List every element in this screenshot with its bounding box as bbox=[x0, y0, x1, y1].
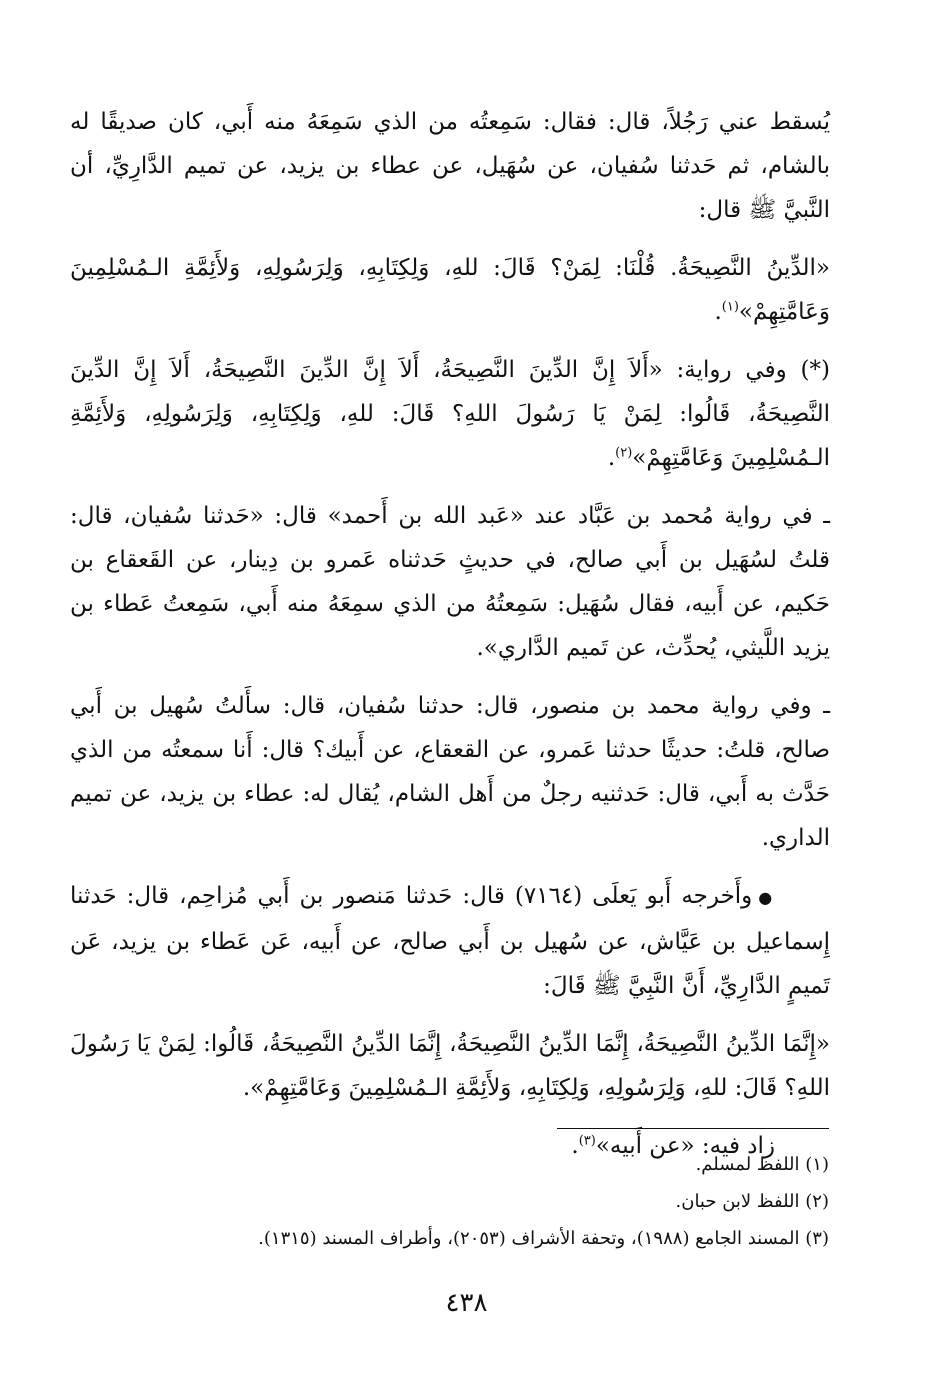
page-number: ٤٣٨ bbox=[445, 1288, 488, 1318]
bullet-icon: ● bbox=[758, 888, 775, 907]
footnote-divider bbox=[557, 1128, 829, 1129]
paragraph-abu-yala: ●وأَخرجه أَبو يَعلَى (٧١٦٤) قال: حَدثنا مَنصور بن أَبي مُزاحِم، قال: حَدثنا إِسماعيل بن عَيَّاش، عن سُهيل بن أَبي صالح، عن أَبيه، عَن عَطاء بن يزيد، عَن تَميمٍ الدَّارِيِّ، أَنَّ النَّبِيَّ ﷺ قَالَ: bbox=[70, 883, 830, 999]
paragraph-mansour: ـ وفي رواية محمد بن منصور، قال: حدثنا سُفيان، قال: سأَلتُ سُهيل بن أَبي صالح، قلتُ: حديثًا حدثنا عَمرو، عن القعقاع، عن أَبيك؟ قال: أَنا سمعتُه من الذي حَدَّث به أَبي، قال: حَدثنيه رجلٌ من أَهل الشام، يُقال له: عطاء بن يزيد، عن تميم الداري. bbox=[70, 693, 830, 851]
footnote-ref-2[interactable]: (٢) bbox=[615, 445, 633, 461]
footnote-ref-1[interactable]: (١) bbox=[721, 299, 739, 315]
footnotes bbox=[89, 1146, 829, 1257]
paragraph-1: يُسقط عني رَجُلاً، قال: فقال: سَمِعتُه من الذي سَمِعَهُ منه أَبي، كان صديقًا له بالشام، ثم حَدثنا سُفيان، عن سُهَيل، عن عطاء بن يزيد، عن تميم الدَّارِيِّ، أن النَّبيَّ ﷺ قال: bbox=[70, 109, 830, 223]
hadith-text-1: «الدِّينُ النَّصِيحَةُ. قُلْنَا: لِمَنْ؟ قَالَ: للهِ، وَلِكِتَابِهِ، وَلِرَسُولِهِ، وَلأَئِمَّةِ الـمُسْلِمِينَ وَعَامَّتِهِمْ»$^{(١)}$. bbox=[70, 255, 830, 325]
main-text bbox=[70, 100, 830, 1182]
footnote-1: (١) اللفظ لمسلم. bbox=[695, 1154, 829, 1175]
variant-narration: (*) وفي رواية: «أَلاَ إِنَّ الدِّينَ النَّصِيحَةُ، أَلاَ إِنَّ الدِّينَ النَّصِيحَةُ، أَلاَ إِنَّ الدِّينَ النَّصِيحَةُ، قَالُوا: لِمَنْ يَا رَسُولَ اللهِ؟ قَالَ: للهِ، وَلِكِتَابِهِ، وَلِرَسُولِهِ، وَلأَئِمَّةِ الـمُسْلِمِينَ وَعَامَّتِهِمْ»$^{(٢)}$. bbox=[70, 357, 830, 471]
paragraph-abbad: ـ في رواية مُحمد بن عَبَّاد عند «عَبد الله بن أَحمد» قال: «حَدثنا سُفيان، قال: قلتُ لسُهَيل بن أَبي صالح، في حديثٍ حَدثناه عَمرو بن دِينار، عن القَعقاع بن حَكيم، عن أَبيه، فقال سُهَيل: سَمِعتُهُ من الذي سمِعَهُ منه أَبي، سَمِعتُ عَطاء بن يزيد اللَّيثي، يُحدِّث، عن تَميم الدَّاري». bbox=[70, 503, 830, 661]
hadith-text-2: «إِنَّمَا الدِّينُ النَّصِيحَةُ، إِنَّمَا الدِّينُ النَّصِيحَةُ، إِنَّمَا الدِّينُ النَّصِيحَةُ، قَالُوا: لِمَنْ يَا رَسُولَ اللهِ؟ قَالَ: للهِ، وَلِرَسُولِهِ، وَلِكِتَابِهِ، وَلأَئِمَّةِ الـمُسْلِمِينَ وَعَامَّتِهِمْ». bbox=[70, 1031, 830, 1101]
footnote-3: (٣) المسند الجامع (١٩٨٨)، وتحفة الأشراف (٢٠٥٣)، وأطراف المسند (١٣١٥). bbox=[258, 1228, 829, 1249]
footnote-2: (٢) اللفظ لابن حبان. bbox=[675, 1191, 829, 1212]
footnote-ref-3[interactable]: (٣) bbox=[578, 1133, 596, 1149]
addition-note: زاد فيه: «عن أَبيه»$^{(٣)}$. bbox=[571, 1133, 775, 1159]
